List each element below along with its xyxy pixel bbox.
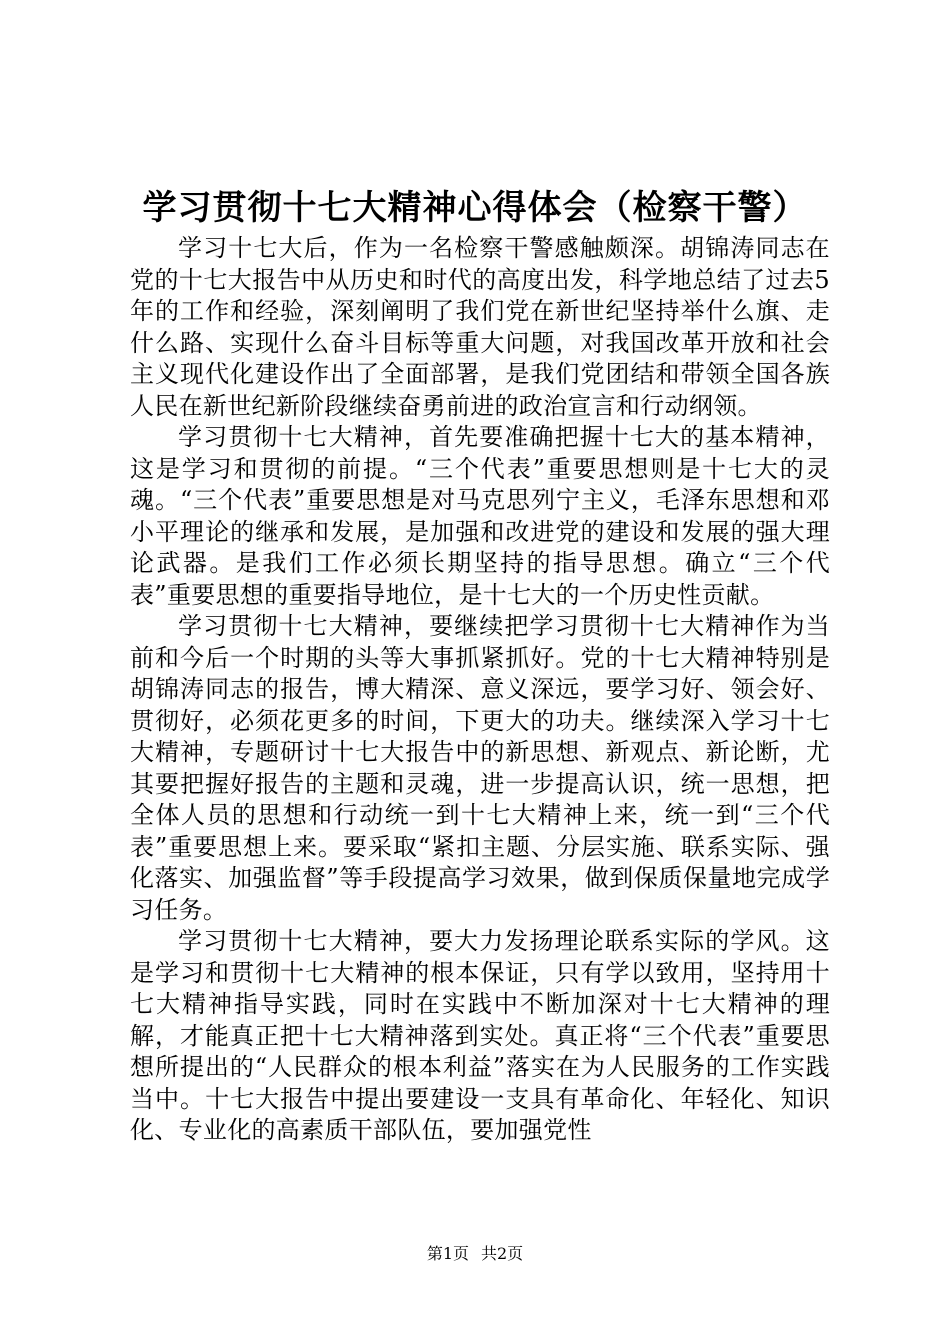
paragraph-1: 学习十七大后，作为一名检察干警感触颇深。胡锦涛同志在党的十七大报告中从历史和时代的高度出发，科学地总结了过去5年的工作和经验，深刻阐明了我们党在新世纪坚持举什么旗、走什么路、实现什么奋斗目标等重大问题，对我国改革开放和社会主义现代化建设作出了全面部署，是我们党团结和带领全国各族人民在新世纪新阶段继续奋勇前进的政治宣言和行动纲领。 — [130, 234, 830, 420]
page-number-total: 共2页 — [481, 1244, 524, 1263]
page-footer — [0, 1243, 950, 1265]
paragraph-2: 学习贯彻十七大精神，首先要准确把握十七大的基本精神，这是学习和贯彻的前提。“三个代表”重要思想则是十七大的灵魂。“三个代表”重要思想是对马克思列宁主义，毛泽东思想和邓小平理论的继承和发展，是加强和改进党的建设和发展的强大理论武器。是我们工作必须长期坚持的指导思想。确立“三个代表”重要思想的重要指导地位，是十七大的一个历史性贡献。 — [130, 423, 830, 609]
document-title: 学习贯彻十七大精神心得体会（检察干警） — [142, 188, 808, 228]
paragraph-3: 学习贯彻十七大精神，要继续把学习贯彻十七大精神作为当前和今后一个时期的头等大事抓紧抓好。党的十七大精神特别是胡锦涛同志的报告，博大精深、意义深远，要学习好、领会好、贯彻好，必须花更多的时间，下更大的功夫。继续深入学习十七大精神，专题研讨十七大报告中的新思想、新观点、新论断，尤其要把握好报告的主题和灵魂，进一步提高认识，统一思想，把全体人员的思想和行动统一到十七大精神上来，统一到“三个代表”重要思想上来。要采取“紧扣主题、分层实施、联系实际、强化落实、加强监督”等手段提高学习效果，做到保质保量地完成学习任务。 — [130, 612, 830, 924]
page-number-current: 第1页 — [426, 1244, 469, 1263]
document-body — [130, 233, 830, 1147]
paragraph-4: 学习贯彻十七大精神，要大力发扬理论联系实际的学风。这是学习和贯彻十七大精神的根本保证，只有学以致用，坚持用十七大精神指导实践，同时在实践中不断加深对十七大精神的理解，才能真正把十七大精神落到实处。真正将“三个代表”重要思想所提出的“人民群众的根本利益”落实在为人民服务的工作实践当中。十七大报告中提出要建设一支具有革命化、年轻化、知识化、专业化的高素质干部队伍，要加强党性 — [130, 927, 830, 1144]
